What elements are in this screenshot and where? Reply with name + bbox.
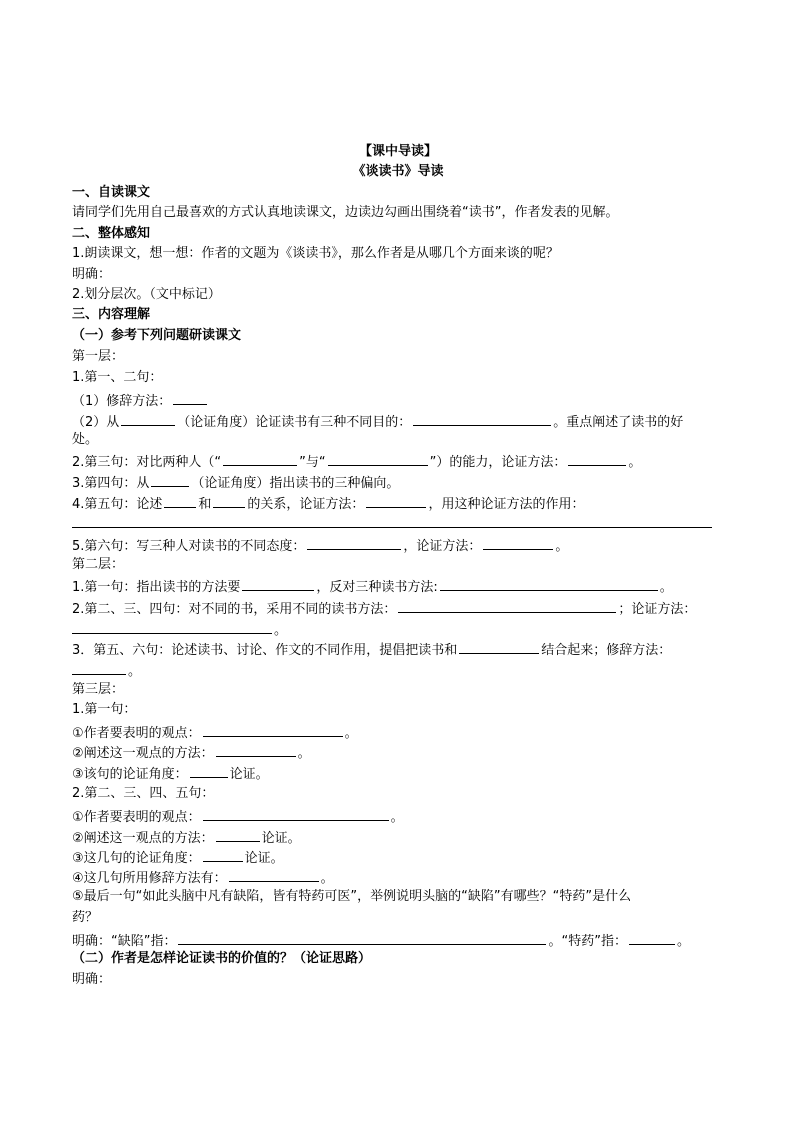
layer-3-item-2-q1: ①作者要表明的观点： 。 <box>72 806 404 827</box>
layer-1-title: 第一层： <box>72 349 125 364</box>
layer-3-item-1: 1.第一句： <box>72 702 137 717</box>
layer-2-item-2: 2.第二、三、四句：对不同的书，采用不同的读书方法： ；论证方法： <box>72 598 696 619</box>
answer-blank[interactable] <box>459 639 539 654</box>
layer-3-item-2: 2.第二、三、四、五句： <box>72 786 215 801</box>
layer-2-item-2-cont: 。 <box>72 619 287 640</box>
answer-blank[interactable] <box>213 493 245 508</box>
subsection-1-heading: （一）参考下列问题研读课文 <box>72 328 242 343</box>
layer-1-item-1: 1.第一、二句： <box>72 370 163 385</box>
answer-label: 明确： <box>72 267 112 282</box>
answer-blank[interactable] <box>242 576 314 591</box>
layer-3-item-2-q5: ⑤最后一句“如此头脑中凡有缺陷，皆有特药可医”，举例说明头脑的“缺陷”有哪些？“特药”是什么 <box>72 889 632 904</box>
answer-blank[interactable] <box>72 513 712 528</box>
layer-3-answer: 明确：“缺陷”指： 。“特药”指： 。 <box>72 930 690 951</box>
layer-3-item-2-q2: ②阐述这一观点的方法： 论证。 <box>72 827 301 848</box>
layer-2-item-3-cont: 。 <box>72 660 141 681</box>
answer-blank[interactable] <box>178 930 546 945</box>
section-1-heading: 一、自读课文 <box>72 185 151 200</box>
answer-blank[interactable] <box>72 660 126 675</box>
layer-1-item-1-q2: （2）从 （论证角度）论证读书有三种不同目的： 。重点阐述了读书的好 <box>72 411 683 432</box>
layer-1-item-4-blank-line <box>72 513 716 534</box>
layer-3-item-2-q3: ③这几句的论证角度： 论证。 <box>72 847 284 868</box>
final-answer-label: 明确： <box>72 972 112 987</box>
section-3-heading: 三、内容理解 <box>72 307 151 322</box>
layer-3-item-1-q2: ②阐述这一观点的方法： 。 <box>72 742 311 763</box>
answer-blank[interactable] <box>413 411 551 426</box>
answer-blank[interactable] <box>568 451 626 466</box>
answer-blank[interactable] <box>216 827 260 842</box>
layer-3-title: 第三层： <box>72 682 125 697</box>
subsection-2-heading: （二）作者是怎样论证读书的价值的？（论证思路） <box>72 951 372 966</box>
layer-1-item-1-q1: （1）修辞方法： <box>72 390 209 411</box>
answer-blank[interactable] <box>440 576 658 591</box>
section-header: 【课中导读】 <box>358 144 437 159</box>
layer-1-item-2: 2.第三句：对比两种人（“ ”与“ ”）的能力，论证方法： 。 <box>72 451 641 472</box>
answer-blank[interactable] <box>216 742 296 757</box>
question-2: 2.划分层次。（文中标记） <box>72 287 221 302</box>
layer-1-item-1-q2-cont: 处。 <box>72 432 99 447</box>
answer-blank[interactable] <box>223 451 297 466</box>
layer-3-item-2-q4: ④这几句所用修辞方法有： 。 <box>72 867 334 888</box>
answer-blank[interactable] <box>203 806 389 821</box>
answer-blank[interactable] <box>629 930 675 945</box>
answer-blank[interactable] <box>72 619 272 634</box>
answer-blank[interactable] <box>121 411 175 426</box>
page-title: 《谈读书》导读 <box>352 164 444 179</box>
answer-blank[interactable] <box>307 535 401 550</box>
layer-3-item-1-q1: ①作者要表明的观点： 。 <box>72 722 358 743</box>
layer-2-item-1: 1.第一句：指出读书的方法要 ，反对三种读书方法: 。 <box>72 576 673 597</box>
layer-1-item-5: 5.第六句：写三种人对读书的不同态度： ，论证方法： 。 <box>72 535 568 556</box>
answer-blank[interactable] <box>164 493 196 508</box>
answer-blank[interactable] <box>366 493 426 508</box>
answer-blank[interactable] <box>173 390 207 405</box>
answer-blank[interactable] <box>151 472 189 487</box>
answer-blank[interactable] <box>483 535 553 550</box>
answer-blank[interactable] <box>203 847 243 862</box>
answer-blank[interactable] <box>398 598 616 613</box>
layer-3-item-2-q5-cont: 药？ <box>72 910 99 925</box>
section-1-text: 请同学们先用自己最喜欢的方式认真地读课文，边读边勾画出围绕着“读书”，作者发表的见解。 <box>72 205 619 220</box>
answer-blank[interactable] <box>328 451 428 466</box>
answer-blank[interactable] <box>229 867 319 882</box>
answer-blank[interactable] <box>190 763 228 778</box>
answer-blank[interactable] <box>203 722 343 737</box>
layer-2-title: 第二层： <box>72 557 125 572</box>
layer-1-item-3: 3.第四句：从 （论证角度）指出读书的三种偏向。 <box>72 472 399 493</box>
section-2-heading: 二、整体感知 <box>72 226 151 241</box>
layer-3-item-1-q3: ③该句的论证角度： 论证。 <box>72 763 269 784</box>
layer-1-item-4: 4.第五句：论述 和 的关系，论证方法： ，用这种论证方法的作用： <box>72 493 584 514</box>
layer-2-item-3: 3．第五、六句：论述读书、讨论、作文的不同作用，提倡把读书和 结合起来；修辞方法： <box>72 639 671 660</box>
question-1: 1.朗读课文，想一想：作者的文题为《谈读书》，那么作者是从哪几个方面来谈的呢？ <box>72 246 559 261</box>
